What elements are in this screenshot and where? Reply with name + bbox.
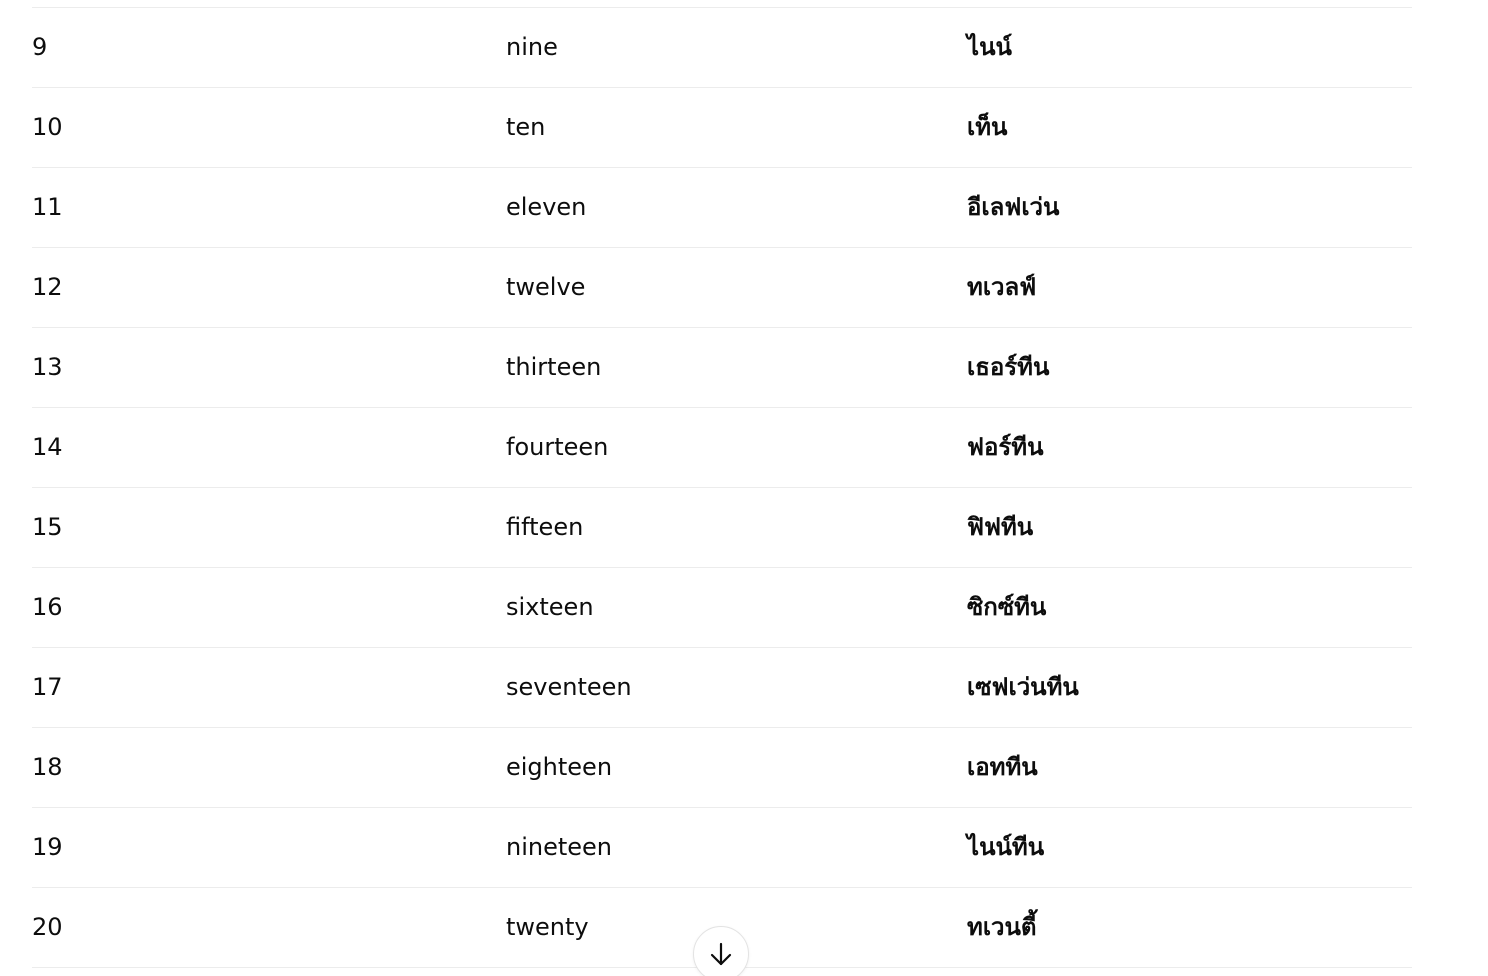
english-word-cell: ten	[506, 113, 546, 141]
number-cell: 13	[32, 353, 63, 381]
thai-transliteration-cell: ซิกซ์ทีน	[967, 593, 1047, 621]
thai-transliteration-cell: เท็น	[967, 113, 1008, 141]
table-row	[32, 248, 1412, 328]
number-cell: 16	[32, 593, 63, 621]
scroll-to-bottom-button[interactable]	[693, 926, 749, 976]
thai-transliteration-cell: อีเลฟเว่น	[967, 193, 1060, 221]
english-word-cell: nine	[506, 33, 558, 61]
arrow-down-icon	[707, 940, 735, 968]
english-word-cell: fourteen	[506, 433, 609, 461]
english-word-cell: eleven	[506, 193, 587, 221]
number-cell: 18	[32, 753, 63, 781]
thai-transliteration-cell: ฟอร์ทีน	[967, 433, 1044, 461]
thai-transliteration-cell: เซฟเว่นทีน	[967, 673, 1079, 701]
english-word-cell: sixteen	[506, 593, 594, 621]
table-row	[32, 728, 1412, 808]
table-row	[32, 808, 1412, 888]
number-cell: 19	[32, 833, 63, 861]
number-cell: 14	[32, 433, 63, 461]
table-row	[32, 408, 1412, 488]
table-row	[32, 488, 1412, 568]
thai-transliteration-cell: ไนน์	[967, 33, 1012, 61]
thai-transliteration-cell: ทเวนตี้	[967, 913, 1037, 941]
number-cell: 17	[32, 673, 63, 701]
number-cell: 20	[32, 913, 63, 941]
table-row	[32, 168, 1412, 248]
thai-transliteration-cell: ฟิฟทีน	[967, 513, 1034, 541]
thai-transliteration-cell: เอททีน	[967, 753, 1038, 781]
number-cell: 15	[32, 513, 63, 541]
number-cell: 11	[32, 193, 63, 221]
table-row	[32, 328, 1412, 408]
number-cell: 9	[32, 33, 48, 61]
number-cell: 12	[32, 273, 63, 301]
table-row	[32, 8, 1412, 88]
thai-transliteration-cell: เธอร์ทีน	[967, 353, 1050, 381]
thai-transliteration-cell: ทเวลฟ์	[967, 273, 1037, 301]
english-word-cell: eighteen	[506, 753, 613, 781]
english-word-cell: thirteen	[506, 353, 602, 381]
table-row	[32, 88, 1412, 168]
thai-transliteration-cell: ไนน์ทีน	[967, 833, 1045, 861]
number-cell: 10	[32, 113, 63, 141]
english-word-cell: fifteen	[506, 513, 584, 541]
numbers-table	[32, 7, 1412, 968]
table-row	[32, 648, 1412, 728]
english-word-cell: seventeen	[506, 673, 632, 701]
english-word-cell: nineteen	[506, 833, 613, 861]
english-word-cell: twelve	[506, 273, 586, 301]
english-word-cell: twenty	[506, 913, 589, 941]
table-row	[32, 568, 1412, 648]
